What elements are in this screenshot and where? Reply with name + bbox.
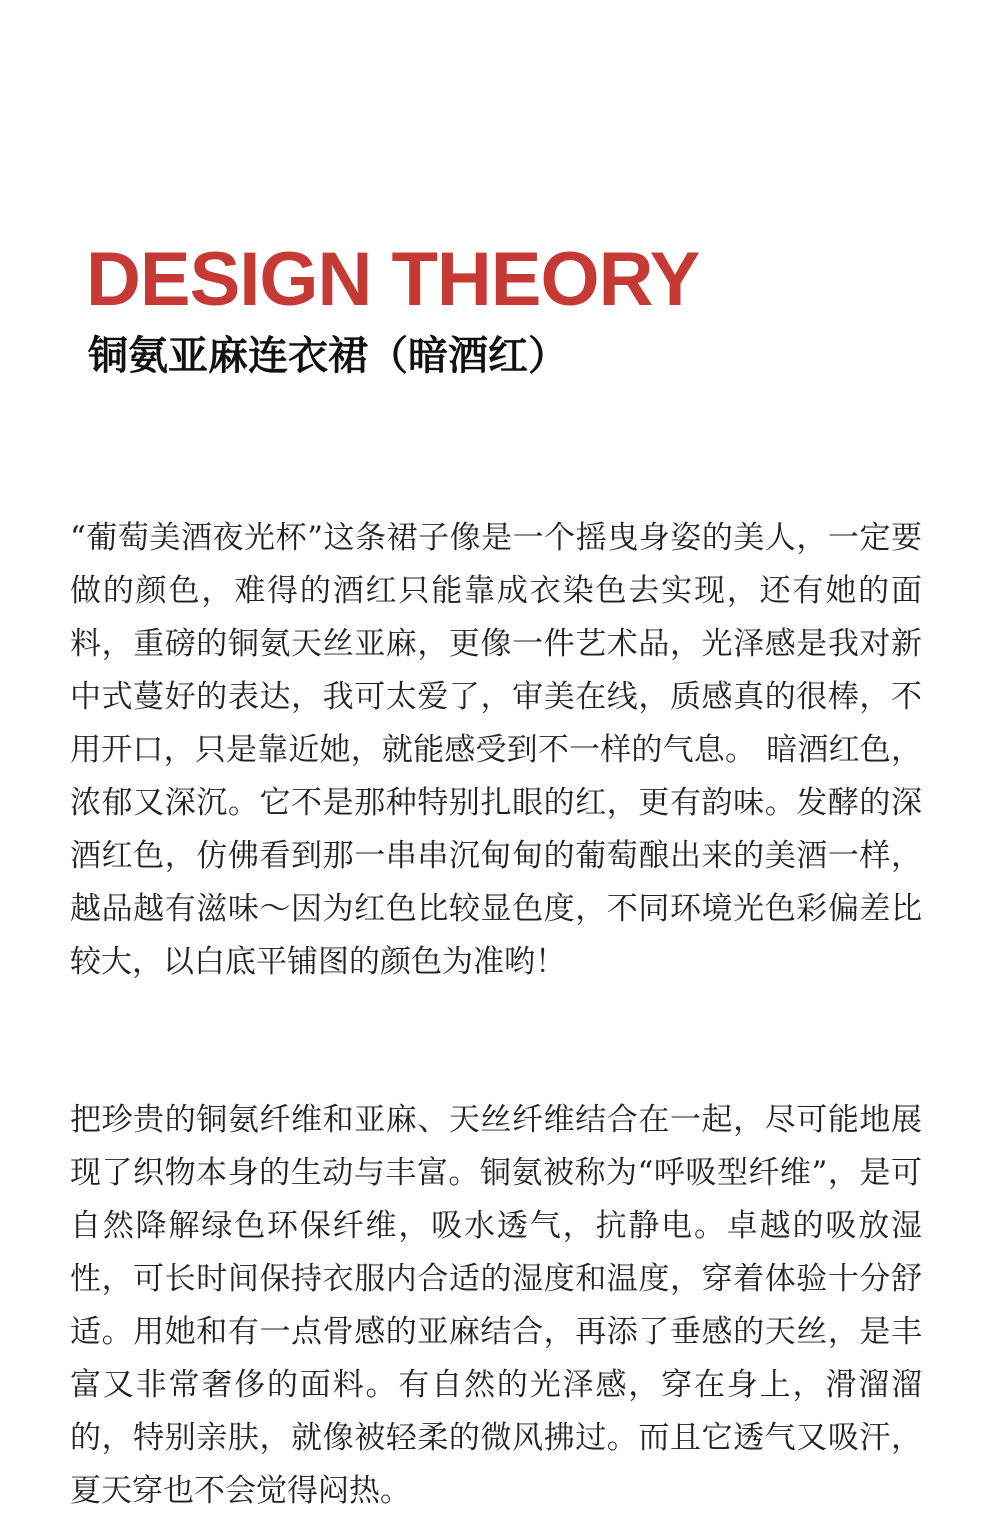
paragraph-fabric-description: 把珍贵的铜氨纤维和亚麻、天丝纤维结合在一起，尽可能地展现了织物本身的生动与丰富。铜氨被称为“呼吸型纤维”，是可自然降解绿色环保纤维，吸水透气，抗静电。卓越的吸放湿性，可长时间保持衣服内合适的湿度和温度，穿着体验十分舒适。用她和有一点骨感的亚麻结合，再添了垂感的天丝，是丰富又非常奢侈的面料。有自然的光泽感，穿在身上，滑溜溜的，特别亲肤，就像被轻柔的微风拂过。而且它透气又吸汗，夏天穿也不会觉得闷热。 <box>70 1102 922 1509</box>
page-title: DESIGN THEORY <box>86 237 700 322</box>
paragraph-color-description: “葡萄美酒夜光杯”这条裙子像是一个摇曳身姿的美人，一定要做的颜色，难得的酒红只能靠成衣染色去实现，还有她的面料，重磅的铜氨天丝亚麻，更像一件艺术品，光泽感是我对新中式蔓好的表达，我可太爱了，审美在线，质感真的很棒，不用开口，只是靠近她，就能感受到不一样的气息。 暗酒红色，浓郁又深沉。它不是那种特别扎眼的红，更有韵味。发酵的深酒红色，仿佛看到那一串串沉甸甸的葡萄酿出来的美酒一样，越品越有滋味～因为红色比较显色度，不同环境光色彩偏差比较大，以白底平铺图的颜色为准哟！ <box>70 520 922 980</box>
page-subtitle: 铜氨亚麻连衣裙（暗酒红） <box>88 333 568 379</box>
heading-block <box>86 236 906 380</box>
